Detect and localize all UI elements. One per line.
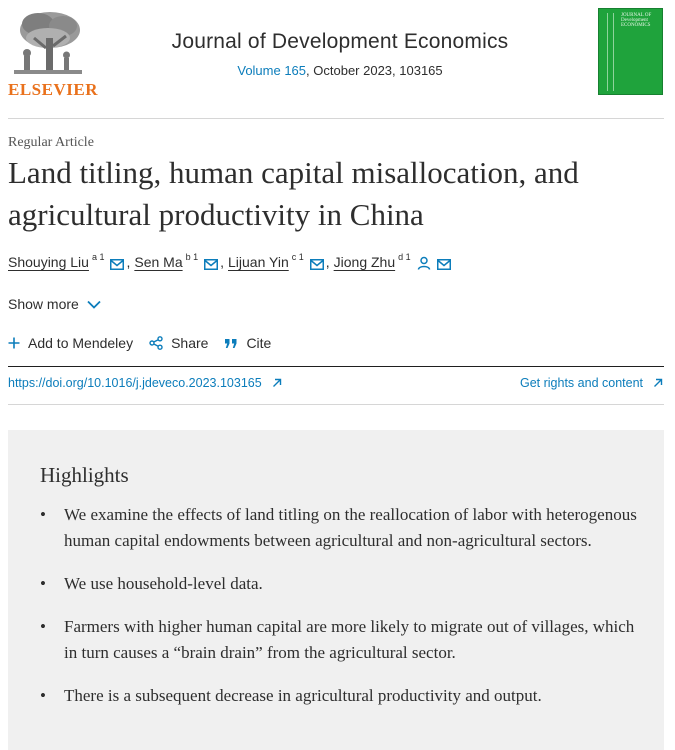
cite-button[interactable] — [224, 335, 271, 351]
doi-divider — [8, 404, 664, 405]
article-title: Land titling, human capital misallocation, and agricultural productivity in China — [8, 155, 579, 232]
rights-text: Get rights and content — [520, 376, 643, 390]
highlight-text: Farmers with higher human capital are more likely to migrate out of villages, which in turn causes a “brain drain” from the agricultural sector. — [64, 617, 635, 662]
elsevier-wordmark: ELSEVIER — [8, 80, 98, 99]
article-actions — [8, 335, 287, 351]
share-label: Share — [171, 335, 209, 351]
cover-decoration — [607, 13, 608, 91]
mail-icon[interactable] — [310, 257, 324, 273]
author-affiliation: b 1 — [185, 251, 199, 262]
bullet: • — [40, 617, 46, 636]
bullet: • — [40, 505, 46, 524]
mail-icon[interactable] — [204, 257, 218, 273]
show-more-button[interactable] — [8, 296, 101, 312]
author-affiliation: a 1 — [91, 251, 105, 262]
article-type: Regular Article — [8, 135, 94, 150]
elsevier-tree-logo — [8, 8, 88, 80]
bullet: • — [40, 686, 46, 705]
chevron-down-icon — [87, 300, 101, 309]
share-button[interactable] — [149, 335, 208, 351]
highlight-text: We use household-level data. — [64, 574, 263, 593]
highlights-heading: Highlights — [40, 463, 129, 487]
journal-header — [0, 0, 675, 118]
mail-icon[interactable] — [437, 257, 451, 273]
mail-icon[interactable] — [110, 257, 124, 273]
highlight-text: We examine the effects of land titling on the reallocation of labor with heterogenous human capital endowments between agricultural and non-agricultural sectors. — [64, 505, 637, 550]
doi-link[interactable] — [8, 376, 282, 390]
quote-icon — [224, 338, 238, 349]
plus-icon — [8, 337, 20, 349]
actions-divider — [8, 366, 664, 367]
add-to-mendeley-button[interactable] — [8, 335, 133, 351]
share-icon — [149, 336, 163, 350]
highlights-list — [40, 502, 640, 726]
highlight-item — [40, 614, 640, 666]
elsevier-logo[interactable] — [8, 8, 98, 99]
show-more-label: Show more — [8, 296, 79, 312]
cover-title: JOURNAL OF Development ECONOMICS — [621, 13, 652, 28]
cover-decoration — [613, 13, 614, 91]
journal-title[interactable]: Journal of Development Economics — [171, 30, 509, 53]
external-arrow-icon — [272, 378, 282, 388]
author-separator: , — [220, 253, 225, 270]
journal-issue-info — [100, 63, 580, 78]
author-link[interactable]: Lijuan Yin — [228, 253, 289, 270]
author-affiliation: d 1 — [398, 251, 411, 262]
highlight-item — [40, 502, 640, 554]
author-separator: , — [126, 253, 131, 270]
person-icon[interactable] — [417, 256, 431, 273]
cite-label: Cite — [246, 335, 272, 351]
doi-text: https://doi.org/10.1016/j.jdeveco.2023.103165 — [8, 376, 262, 390]
mendeley-label: Add to Mendeley — [28, 335, 134, 351]
highlight-text: There is a subsequent decrease in agricultural productivity and output. — [64, 686, 542, 705]
author-affiliation: c 1 — [291, 251, 304, 262]
author-link[interactable]: Shouying Liu — [8, 253, 89, 270]
volume-link[interactable]: Volume 165 — [237, 63, 307, 78]
author-link[interactable]: Sen Ma — [134, 253, 183, 270]
get-rights-link[interactable] — [520, 376, 663, 390]
bullet: • — [40, 574, 46, 593]
highlights-section — [8, 430, 664, 750]
highlight-item — [40, 683, 640, 709]
external-arrow-icon — [653, 378, 663, 388]
header-divider — [8, 118, 664, 119]
author-separator: , — [325, 253, 330, 270]
issue-details: , October 2023, 103165 — [306, 63, 443, 78]
author-link[interactable]: Jiong Zhu — [333, 253, 396, 270]
author-list — [8, 253, 451, 270]
highlight-item — [40, 571, 640, 597]
journal-cover-thumbnail[interactable] — [598, 8, 663, 95]
